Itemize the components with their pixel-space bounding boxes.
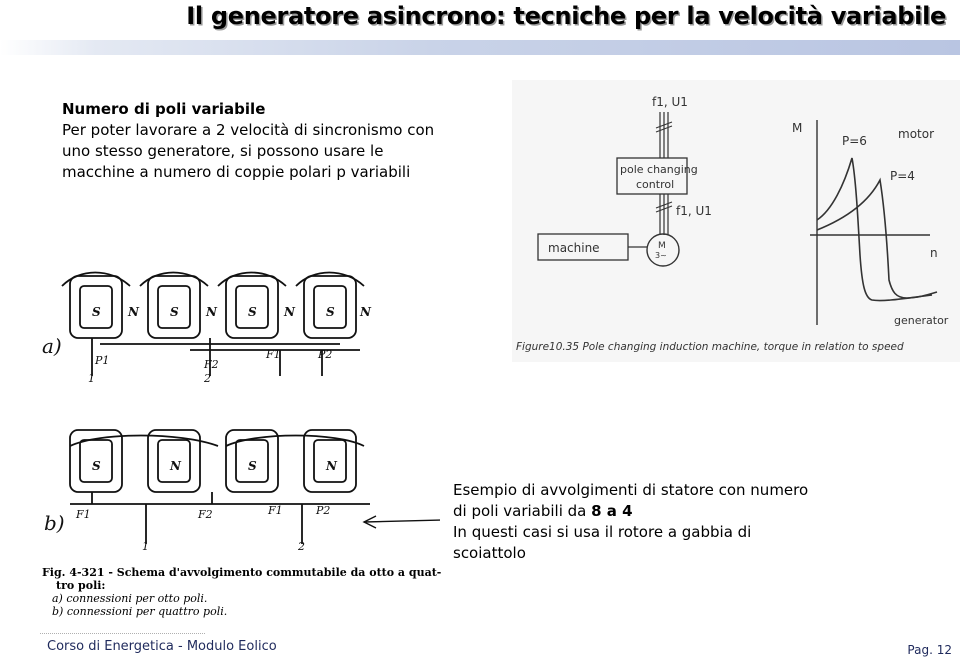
example-line-3: In questi casi si usa il rotore a gabbia di (453, 523, 752, 541)
machine-label: machine (548, 241, 600, 255)
motor-label: motor (898, 127, 935, 141)
f1u1-bottom-label: f1, U1 (676, 204, 712, 218)
intro-heading: Numero di poli variabile (62, 100, 266, 118)
terminal-label: F1 (266, 348, 281, 361)
page-title: Il generatore asincrono: tecniche per la velocità variabile (186, 2, 946, 30)
footer-course-title: Corso di Energetica - Modulo Eolico (47, 639, 277, 654)
axis-n-label: n (930, 246, 938, 260)
intro-text (62, 99, 434, 183)
figure-4-321-caption (42, 566, 441, 618)
example-text (453, 480, 863, 564)
winding-diagram-a (40, 268, 395, 388)
winding-diagram-b (40, 424, 440, 554)
winding-b-label: b) (44, 511, 65, 535)
pole-changing-label: pole changing (620, 163, 698, 176)
pole-label: S (92, 459, 101, 473)
example-line-4: scoiattolo (453, 544, 526, 562)
terminal-label: F2 (204, 358, 219, 371)
control-label: control (636, 178, 675, 191)
pole-label: S (248, 305, 257, 319)
pole-label: S (248, 459, 257, 473)
generator-label: generator (894, 314, 949, 327)
pole-label: S (92, 305, 101, 319)
intro-line-3: macchine a numero di coppie polari p variabili (62, 163, 411, 181)
p6-label: P=6 (842, 134, 867, 148)
pole-label: N (170, 459, 181, 473)
f1u1-top-label: f1, U1 (652, 95, 688, 109)
pole-label: N (206, 305, 217, 319)
caption-line-1: Fig. 4-321 - Schema d'avvolgimento commutabile da otto a quat- (42, 566, 442, 579)
example-line-2-bold: 8 a 4 (591, 502, 633, 520)
example-line-2-text: di poli variabili da (453, 502, 592, 520)
terminal-number: 2 (298, 540, 305, 553)
terminal-label: P2 (318, 348, 333, 361)
axis-m-label: M (792, 121, 803, 135)
intro-line-1: Per poter lavorare a 2 velocità di sincronismo con (62, 121, 435, 139)
footer-page-number: Pag. 12 (907, 643, 952, 657)
motor-3-label: 3~ (655, 251, 667, 260)
motor-m-label: M (658, 241, 666, 251)
title-underline-bar (0, 40, 960, 55)
caption-line-3: a) connessioni per otto poli. (52, 592, 208, 605)
terminal-label: F1 (76, 508, 91, 521)
pole-label: S (326, 305, 335, 319)
example-line-1: Esempio di avvolgimenti di statore con numero (453, 481, 809, 499)
winding-a-label: a) (42, 334, 62, 358)
pole-label: N (128, 305, 139, 319)
caption-line-4: b) connessioni per quattro poli. (52, 605, 228, 618)
intro-line-2: uno stesso generatore, si possono usare le (62, 142, 384, 160)
p4-label: P=4 (890, 169, 915, 183)
terminal-label: P1 (95, 354, 110, 367)
terminal-label: F1 (268, 504, 283, 517)
terminal-number: 1 (142, 540, 149, 553)
pole-label: N (326, 459, 337, 473)
footer-divider (40, 633, 205, 634)
caption-line-2: tro poli: (56, 579, 106, 592)
terminal-label: F2 (198, 508, 213, 521)
pole-label: S (170, 305, 179, 319)
pole-label: N (284, 305, 295, 319)
terminal-label: P2 (316, 504, 331, 517)
figure-caption: Figure10.35 Pole changing induction machine, torque in relation to speed (516, 341, 904, 353)
pole-changing-figure (512, 80, 960, 362)
terminal-number: 2 (204, 372, 211, 385)
terminal-number: 1 (88, 372, 95, 385)
example-line-2 (453, 501, 863, 522)
pole-label: N (360, 305, 371, 319)
